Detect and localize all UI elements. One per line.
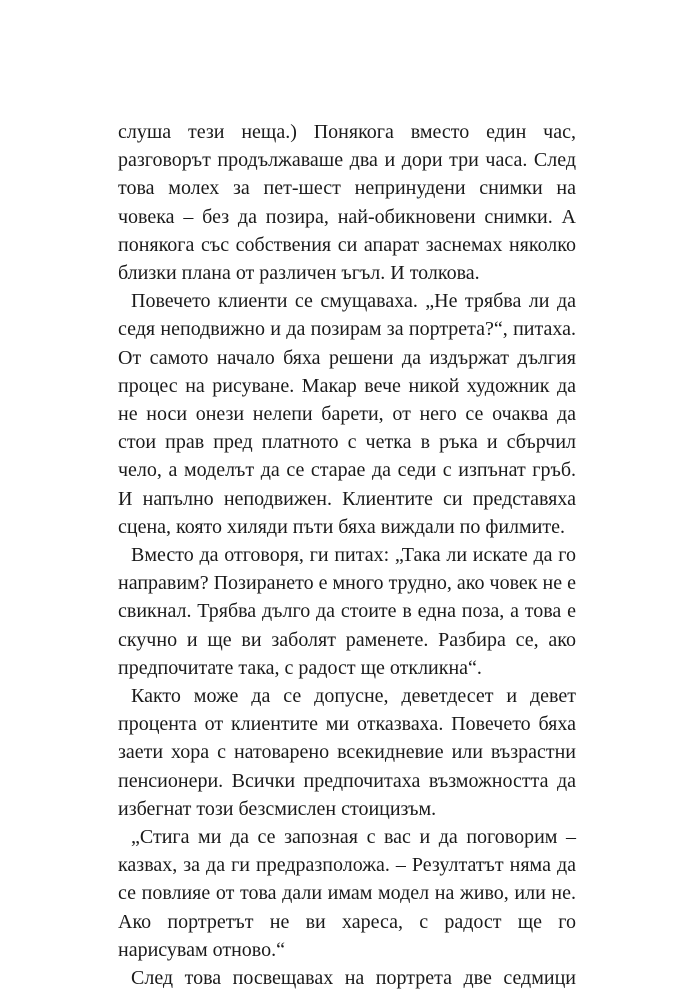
paragraph-4: Както може да се допусне, деветдесет и девет процента от клиентите ми отказваха. Повечето бяха заети хора с натоварено всекидневие или възрастни пенсионери. Всички предпочитаха възможността да избегнат този безсмислен стоицизъм. (118, 685, 576, 820)
page-text (118, 118, 576, 992)
paragraph-3: Вместо да отговоря, ги питах: „Така ли искате да го направим? Позирането е много трудно, ако човек не е свикнал. Трябва дълго да стоите в една поза, а това е скучно и ще ви заболят раменете. Разбира се, ако предпочитате така, с радост ще откликна“. (118, 544, 576, 679)
paragraph-2: Повечето клиенти се смущаваха. „Не трябва ли да седя неподвижно и да позирам за портрета?“, питаха. От самото начало бяха решени да издържат дългия процес на рисуване. Макар вече никой художник да не носи онези нелепи барети, от него се очаква да стои прав пред платното с четка в ръка и сбърчил чело, а моделът да се старае да седи с изпънат гръб. И напълно неподвижен. Клиентите си представяха сцена, която хиляди пъти бяха виждали по филмите. (118, 290, 576, 538)
paragraph-5: „Стига ми да се запозная с вас и да поговорим – казвах, за да ги предразположа. – Резултатът няма да се повлияе от това дали имам модел на живо, или не. Ако портретът не ви хареса, с радост ще го нарисувам отново.“ (118, 826, 576, 961)
paragraph-1: слуша тези неща.) Понякога вместо един час, разговорът продължаваше два и дори три часа. След това молех за пет-шест непринудени снимки на човека – без да позира, най-обикновени снимки. А понякога със собствения си апарат заснемах няколко близки плана от различен ъгъл. И толкова. (118, 121, 576, 285)
paragraph-6: След това посвещавах на портрета две седмици (131, 967, 576, 990)
